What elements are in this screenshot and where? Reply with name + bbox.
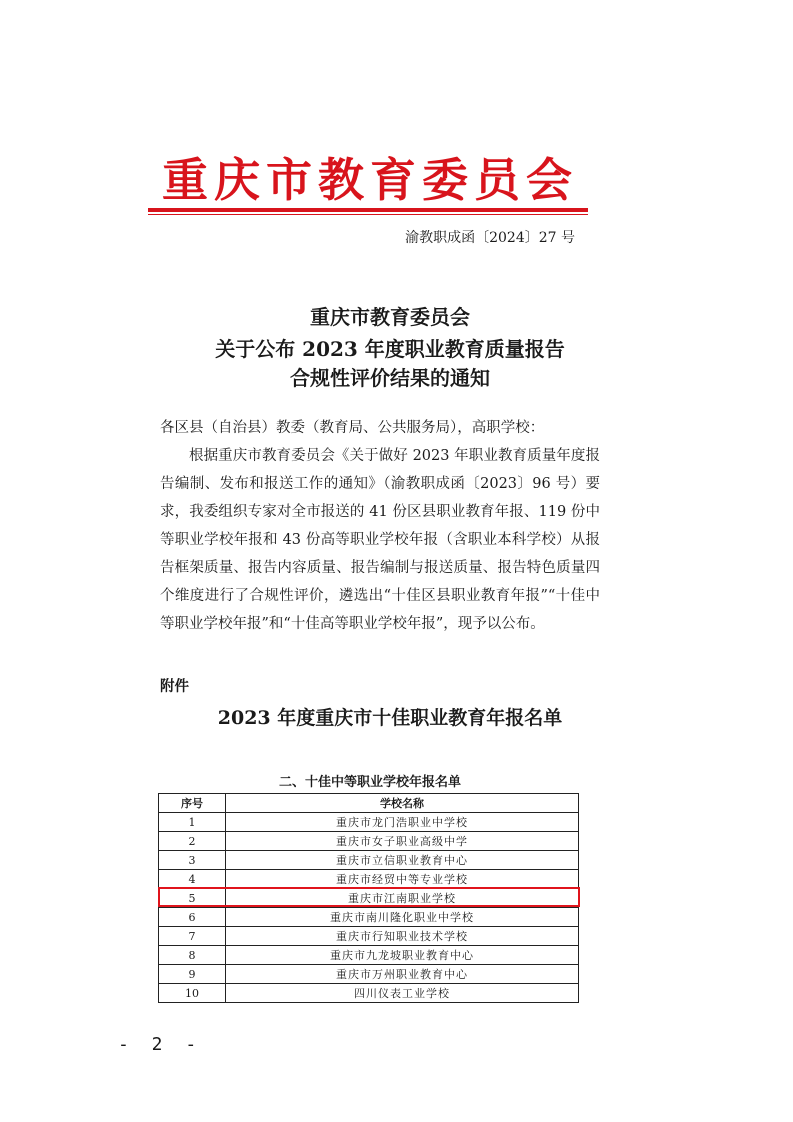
row-index: 8 [159, 946, 226, 965]
row-index: 5 [159, 889, 226, 908]
notice-title-line-2: 关于公布 2023 年度职业教育质量报告 [215, 337, 565, 361]
header-red-rule-thin [148, 214, 588, 215]
notice-title-line-1: 重庆市教育委员会 [310, 305, 470, 329]
attachment-title: 2023 年度重庆市十佳职业教育年报名单 [217, 707, 563, 729]
table-row [159, 984, 579, 1003]
table-row [159, 965, 579, 984]
issuer-header-title: 重庆市教育委员会 [162, 153, 578, 207]
row-index: 1 [159, 813, 226, 832]
row-index: 4 [159, 870, 226, 889]
notice-body [160, 414, 600, 638]
row-school-name: 重庆市南川隆化职业中学校 [226, 908, 579, 927]
row-index: 3 [159, 851, 226, 870]
notice-title-line-3: 合规性评价结果的通知 [290, 366, 490, 390]
row-school-name: 重庆市江南职业学校 [226, 889, 579, 908]
attachment-label: 附件 [160, 678, 189, 695]
row-school-name: 重庆市九龙坡职业教育中心 [226, 946, 579, 965]
table-header-row [159, 794, 579, 813]
document-number: 渝教职成函〔2024〕27 号 [405, 230, 575, 246]
row-index: 10 [159, 984, 226, 1003]
row-school-name: 重庆市立信职业教育中心 [226, 851, 579, 870]
table-row [159, 927, 579, 946]
row-school-name: 四川仪表工业学校 [226, 984, 579, 1003]
row-school-name: 重庆市万州职业教育中心 [226, 965, 579, 984]
column-header-school-name: 学校名称 [226, 794, 579, 813]
table-row [159, 870, 579, 889]
row-school-name: 重庆市女子职业高级中学 [226, 832, 579, 851]
row-school-name: 重庆市行知职业技术学校 [226, 927, 579, 946]
table-row [159, 946, 579, 965]
table-caption: 二、十佳中等职业学校年报名单 [278, 775, 461, 790]
salutation: 各区县（自治县）教委（教育局、公共服务局），高职学校： [160, 420, 545, 436]
table-row [159, 813, 579, 832]
table-row [159, 851, 579, 870]
body-paragraph: 根据重庆市教育委员会《关于做好 2023 年职业教育质量年度报告编制、发布和报送工作的通知》（渝教职成函〔2023〕96 号）要求，我委组织专家对全市报送的 41 份区县职业教育年报、119 份中等职业学校年报和 43 份高等职业学校年报（含职业本科学校）从报告框架质量、报告内容质量、报告编制与报送质量、报告特色质量四个维度进行了合规性评价，遴选出“十佳区县职业教育年报”“十佳中等职业学校年报”和“十佳高等职业学校年报”，现予以公布。 [160, 448, 600, 632]
table-row [159, 908, 579, 927]
row-school-name: 重庆市龙门浩职业中学校 [226, 813, 579, 832]
page-number: - 2 - [118, 1034, 203, 1055]
row-index: 2 [159, 832, 226, 851]
row-index: 6 [159, 908, 226, 927]
table-row [159, 832, 579, 851]
column-header-index: 序号 [159, 794, 226, 813]
row-school-name: 重庆市经贸中等专业学校 [226, 870, 579, 889]
row-index: 9 [159, 965, 226, 984]
row-index: 7 [159, 927, 226, 946]
row-highlight-box [158, 887, 580, 907]
header-red-rule [148, 208, 588, 212]
